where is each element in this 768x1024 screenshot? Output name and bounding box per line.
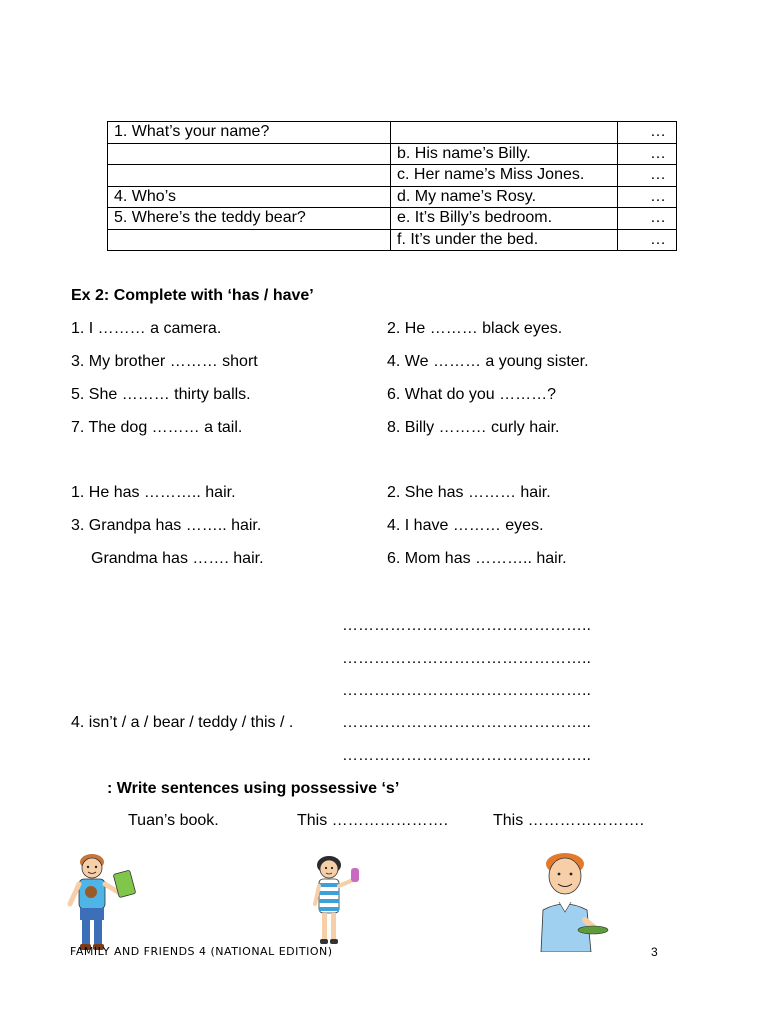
ex2-title: Ex 2: Complete with ‘has / have’	[71, 287, 314, 304]
ex3-item: Grandma has ……. hair.	[91, 550, 264, 567]
ex2-item: 3. My brother ……… short	[71, 353, 258, 370]
answer-line: ………………………………………..	[342, 747, 591, 764]
ex4-prompt: 4. isn’t / a / bear / teddy / this / .	[71, 714, 294, 731]
ex2-item: 8. Billy ……… curly hair.	[387, 419, 560, 436]
question-cell	[108, 143, 391, 165]
answer-line: ………………………………………..	[342, 682, 591, 699]
answer-line: ………………………………………..	[342, 650, 591, 667]
table-row	[108, 229, 677, 251]
table-row	[108, 143, 677, 165]
table-row	[108, 186, 677, 208]
ex5-blank: This ………………….	[297, 812, 449, 829]
table-row	[108, 165, 677, 187]
answer-cell: d. My name’s Rosy.	[391, 186, 618, 208]
boy-with-book-illustration	[66, 852, 142, 954]
girl-with-toy-illustration	[309, 854, 371, 946]
blank-cell: …	[618, 208, 677, 230]
matching-table	[107, 121, 677, 251]
ex5-example: Tuan’s book.	[128, 812, 219, 829]
ex3-item: 1. He has ……….. hair.	[71, 484, 236, 501]
ex3-item: 3. Grandpa has …….. hair.	[71, 517, 262, 534]
ex3-item: 6. Mom has ……….. hair.	[387, 550, 567, 567]
answer-cell: e. It’s Billy’s bedroom.	[391, 208, 618, 230]
answer-cell	[391, 122, 618, 144]
answer-cell: f. It’s under the bed.	[391, 229, 618, 251]
table-row	[108, 122, 677, 144]
ex5-blank: This ………………….	[493, 812, 645, 829]
question-cell: 1. What’s your name?	[108, 122, 391, 144]
blank-cell: …	[618, 186, 677, 208]
answer-cell: b. His name’s Billy.	[391, 143, 618, 165]
ex2-item: 6. What do you ………?	[387, 386, 556, 403]
question-cell	[108, 229, 391, 251]
blank-cell: …	[618, 165, 677, 187]
ex2-item: 1. I ……… a camera.	[71, 320, 222, 337]
blank-cell: …	[618, 229, 677, 251]
blank-cell: …	[618, 122, 677, 144]
question-cell: 5. Where’s the teddy bear?	[108, 208, 391, 230]
answer-line: ………………………………………..	[342, 617, 591, 634]
question-cell	[108, 165, 391, 187]
footer-title: FAMILY AND FRIENDS 4 (NATIONAL EDITION)	[70, 945, 333, 958]
table-row	[108, 208, 677, 230]
blank-cell: …	[618, 143, 677, 165]
answer-cell: c. Her name’s Miss Jones.	[391, 165, 618, 187]
ex3-item: 4. I have ……… eyes.	[387, 517, 544, 534]
ex2-item: 2. He ……… black eyes.	[387, 320, 563, 337]
ex2-item: 7. The dog ……… a tail.	[71, 419, 243, 436]
ex3-item: 2. She has ……… hair.	[387, 484, 551, 501]
question-cell: 4. Who’s	[108, 186, 391, 208]
page-number: 3	[651, 945, 658, 959]
ex2-item: 4. We ……… a young sister.	[387, 353, 589, 370]
man-with-object-illustration	[535, 852, 610, 952]
ex2-item: 5. She ……… thirty balls.	[71, 386, 251, 403]
answer-line: ………………………………………..	[342, 714, 591, 731]
ex5-title: : Write sentences using possessive ‘s’	[107, 780, 400, 797]
